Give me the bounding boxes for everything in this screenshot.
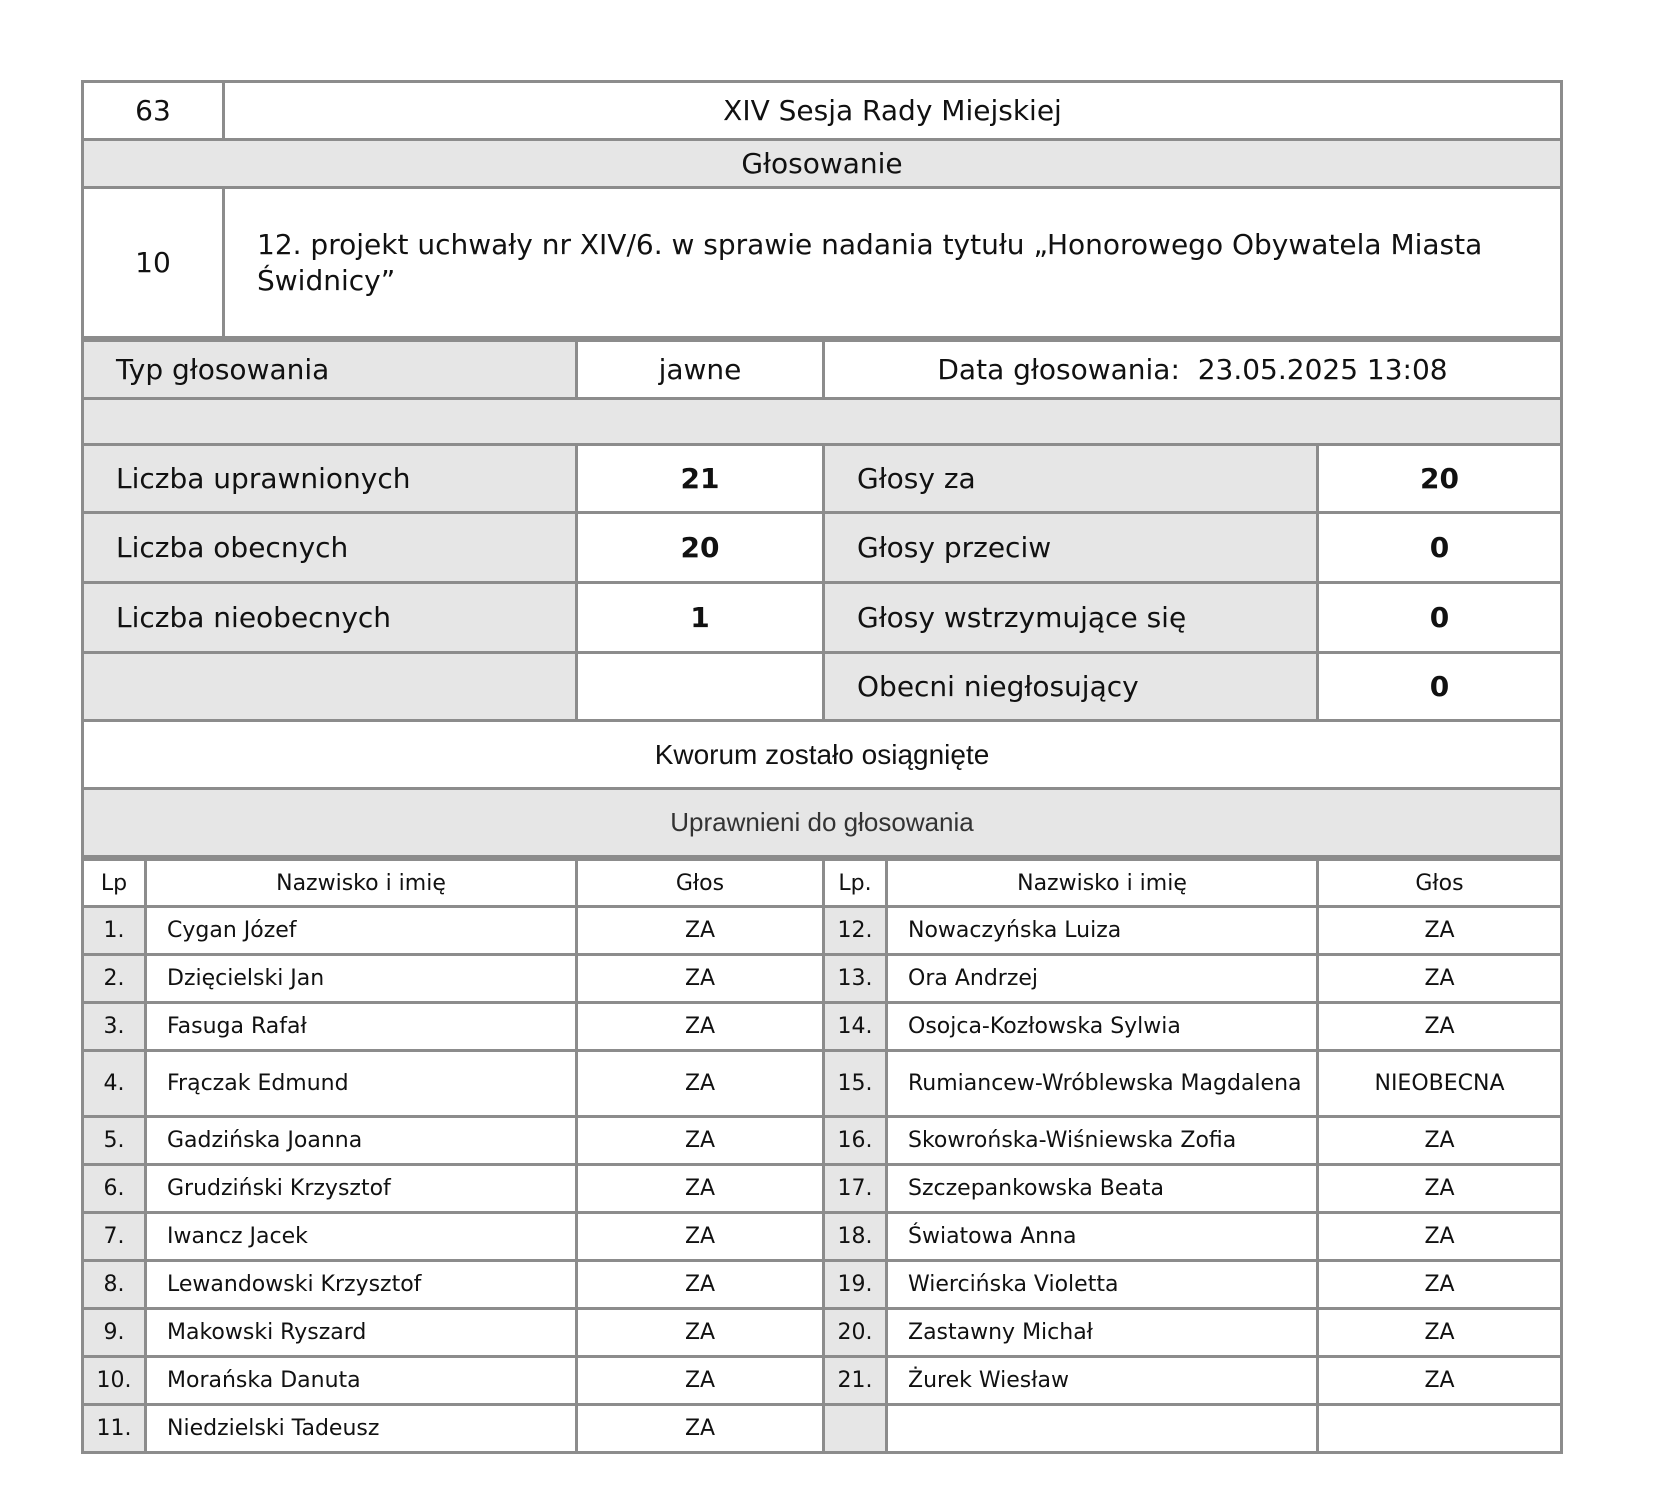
stat-obecnych-value: 20 [577,513,824,583]
voter-vote: ZA [577,1051,824,1117]
voter-lp: 5. [83,1117,146,1165]
table-row [83,907,1562,955]
stat-niegłosujacy-value: 0 [1318,653,1562,721]
voter-lp: 15. [824,1051,887,1117]
stat-nieobecnych-value: 1 [577,583,824,653]
table-row [83,1117,1562,1165]
table-row [83,1357,1562,1405]
quorum-status: Kworum zostało osiągnięte [83,721,1562,789]
voter-name: Skowrońska-Wiśniewska Zofia [887,1117,1318,1165]
voter-lp: 2. [83,955,146,1003]
stat-przeciw-label: Głosy przeciw [824,513,1318,583]
voter-lp: 20. [824,1309,887,1357]
header-name-left: Nazwisko i imię [146,860,577,907]
voter-lp [824,1405,887,1453]
voter-vote: ZA [577,1309,824,1357]
session-number: 63 [83,82,224,140]
voter-name: Niedzielski Tadeusz [146,1405,577,1453]
vote-date-label: Data głosowania: [937,353,1180,386]
voter-lp: 1. [83,907,146,955]
vote-type-value: jawne [577,341,824,399]
voter-name: Żurek Wiesław [887,1357,1318,1405]
voter-lp: 21. [824,1357,887,1405]
voter-name: Światowa Anna [887,1213,1318,1261]
voter-lp: 18. [824,1213,887,1261]
table-row [83,1213,1562,1261]
voter-name: Gadzińska Joanna [146,1117,577,1165]
stat-empty-value [577,653,824,721]
voter-name: Frączak Edmund [146,1051,577,1117]
voter-name: Osojca-Kozłowska Sylwia [887,1003,1318,1051]
stat-za-label: Głosy za [824,445,1318,513]
voter-lp: 11. [83,1405,146,1453]
voter-lp: 10. [83,1357,146,1405]
voter-vote [1318,1405,1562,1453]
header-lp-left: Lp [83,860,146,907]
voter-lp: 19. [824,1261,887,1309]
voter-name: Grudziński Krzysztof [146,1165,577,1213]
spacer-row [83,399,1562,445]
header-vote-right: Głos [1318,860,1562,907]
voter-vote: ZA [577,907,824,955]
voter-vote: ZA [577,1213,824,1261]
voting-report [81,80,1563,1454]
header-table [81,80,1563,339]
section-title: Głosowanie [83,140,1562,188]
voters-header-row [83,860,1562,907]
voter-lp: 16. [824,1117,887,1165]
voter-vote: ZA [1318,1165,1562,1213]
table-row [83,1405,1562,1453]
stat-przeciw-value: 0 [1318,513,1562,583]
vote-type-label: Typ głosowania [83,341,577,399]
voter-lp: 13. [824,955,887,1003]
voter-name: Dzięcielski Jan [146,955,577,1003]
item-number: 10 [83,188,224,338]
voter-lp: 8. [83,1261,146,1309]
voter-vote: ZA [1318,1309,1562,1357]
voter-lp: 9. [83,1309,146,1357]
voter-vote: ZA [1318,907,1562,955]
stat-nieobecnych-label: Liczba nieobecnych [83,583,577,653]
voter-vote: ZA [1318,1003,1562,1051]
header-vote-left: Głos [577,860,824,907]
stat-obecnych-label: Liczba obecnych [83,513,577,583]
header-name-right: Nazwisko i imię [887,860,1318,907]
voter-vote: ZA [577,1003,824,1051]
voter-lp: 3. [83,1003,146,1051]
table-row [83,1165,1562,1213]
voter-lp: 14. [824,1003,887,1051]
voter-vote: ZA [577,1117,824,1165]
voter-name: Makowski Ryszard [146,1309,577,1357]
voter-name: Nowaczyńska Luiza [887,907,1318,955]
voter-name [887,1405,1318,1453]
table-row [83,1003,1562,1051]
voter-name: Wiercińska Violetta [887,1261,1318,1309]
table-row [83,1261,1562,1309]
stat-wstrzymujace-value: 0 [1318,583,1562,653]
stat-niegłosujacy-label: Obecni niegłosujący [824,653,1318,721]
voter-name: Zastawny Michał [887,1309,1318,1357]
session-title: XIV Sesja Rady Miejskiej [224,82,1562,140]
voter-name: Rumiancew-Wróblewska Magdalena [887,1051,1318,1117]
voter-lp: 12. [824,907,887,955]
stat-uprawnionych-label: Liczba uprawnionych [83,445,577,513]
voter-lp: 7. [83,1213,146,1261]
voter-name: Iwancz Jacek [146,1213,577,1261]
voters-table [81,858,1563,1454]
voter-name: Fasuga Rafał [146,1003,577,1051]
table-row [83,1309,1562,1357]
voter-vote: ZA [1318,955,1562,1003]
table-row [83,955,1562,1003]
voter-name: Szczepankowska Beata [887,1165,1318,1213]
voter-name: Lewandowski Krzysztof [146,1261,577,1309]
voter-name: Morańska Danuta [146,1357,577,1405]
stat-za-value: 20 [1318,445,1562,513]
voter-name: Ora Andrzej [887,955,1318,1003]
stat-uprawnionych-value: 21 [577,445,824,513]
voter-name: Cygan Józef [146,907,577,955]
table-row [83,1051,1562,1117]
voter-vote: ZA [577,1261,824,1309]
voter-lp: 6. [83,1165,146,1213]
voter-vote: ZA [577,1357,824,1405]
voter-vote: ZA [1318,1261,1562,1309]
voter-lp: 17. [824,1165,887,1213]
voter-vote: ZA [1318,1213,1562,1261]
vote-date-value: 23.05.2025 13:08 [1197,353,1448,386]
item-description: 12. projekt uchwały nr XIV/6. w sprawie nadania tytułu „Honorowego Obywatela Miasta Świdnicy” [224,188,1562,338]
voter-vote: ZA [577,1405,824,1453]
voter-vote: ZA [1318,1117,1562,1165]
voter-vote: ZA [577,955,824,1003]
stat-empty-label [83,653,577,721]
stat-wstrzymujace-label: Głosy wstrzymujące się [824,583,1318,653]
voter-vote: ZA [1318,1357,1562,1405]
header-lp-right: Lp. [824,860,887,907]
voter-vote: ZA [577,1165,824,1213]
voter-lp: 4. [83,1051,146,1117]
voters-title: Uprawnieni do głosowania [83,789,1562,857]
voter-vote: NIEOBECNA [1318,1051,1562,1117]
vote-date [824,341,1562,399]
stats-table [81,339,1563,858]
